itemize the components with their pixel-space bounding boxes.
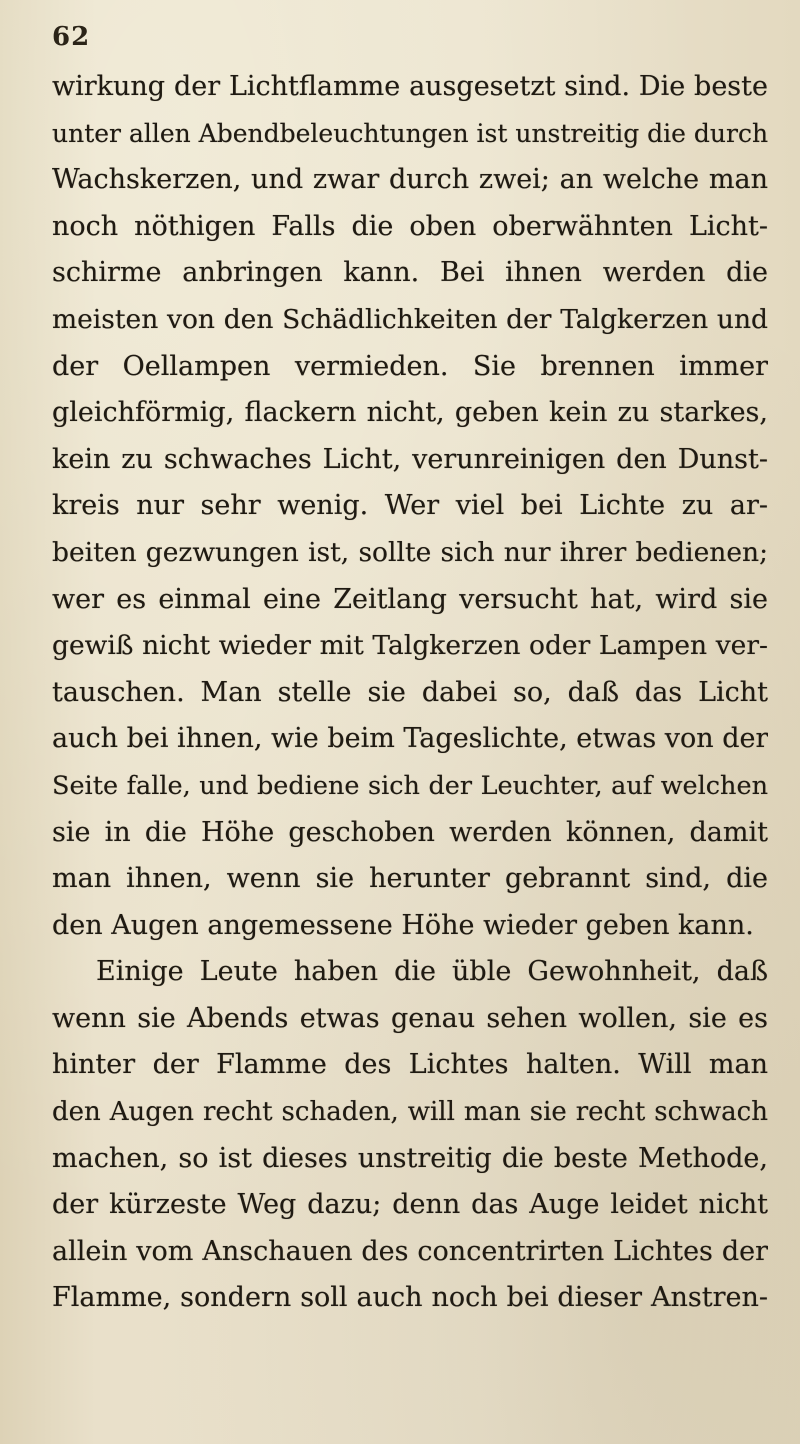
text-line: wenn sie Abends etwas genau sehen wollen, sie es	[52, 1002, 768, 1034]
text-line: auch bei ihnen, wie beim Tageslichte, etwas von der	[52, 723, 768, 755]
paragraph-2	[52, 949, 768, 1322]
text-line: wirkung der Lichtflamme ausgesetzt sind. Die beste	[52, 71, 768, 102]
text-line: gewiß nicht wieder mit Talgkerzen oder Lampen ver-	[52, 630, 768, 662]
paragraph-1	[52, 64, 768, 949]
text-line: gleichförmig, flackern nicht, geben kein zu starkes,	[52, 397, 768, 429]
page-number: 62	[52, 22, 91, 52]
text-line: kreis nur sehr wenig. Wer viel bei Lichte zu ar-	[52, 490, 768, 522]
text-line: Flamme, sondern soll auch noch bei dieser Anstren-	[52, 1282, 768, 1314]
text-line: man ihnen, wenn sie herunter gebrannt sind, die	[52, 863, 768, 895]
text-line: tauschen. Man stelle sie dabei so, daß das Licht	[52, 676, 768, 708]
text-line: der Oellampen vermieden. Sie brennen immer	[52, 350, 768, 382]
text-line: der kürzeste Weg dazu; denn das Auge leidet nicht	[52, 1189, 768, 1221]
text-line: Seite falle, und bediene sich der Leuchter, auf welchen	[52, 770, 768, 801]
body-text	[52, 64, 768, 1322]
text-line: beiten gezwungen ist, sollte sich nur ihrer bedienen;	[52, 536, 768, 568]
text-line: kein zu schwaches Licht, verunreinigen den Dunst-	[52, 443, 768, 475]
text-line: noch nöthigen Falls die oben oberwähnten Licht-	[52, 210, 768, 242]
text-line: unter allen Abendbeleuchtungen ist unstreitig die durch	[52, 118, 768, 148]
text-line: machen, so ist dieses unstreitig die beste Methode,	[52, 1142, 768, 1174]
text-line: den Augen recht schaden, will man sie recht schwach	[52, 1097, 768, 1128]
text-line: hinter der Flamme des Lichtes halten. Will man	[52, 1049, 768, 1081]
text-line: allein vom Anschauen des concentrirten Lichtes der	[52, 1235, 768, 1267]
text-line: wer es einmal eine Zeitlang versucht hat, wird sie	[52, 583, 768, 615]
text-line: Wachskerzen, und zwar durch zwei; an welche man	[52, 164, 768, 196]
text-line: schirme anbringen kann. Bei ihnen werden die	[52, 257, 768, 289]
text-line: Einige Leute haben die üble Gewohnheit, daß	[96, 956, 768, 988]
text-line: den Augen angemessene Höhe wieder geben kann.	[52, 909, 754, 941]
text-line: sie in die Höhe geschoben werden können, damit	[52, 816, 768, 848]
text-line: meisten von den Schädlichkeiten der Talgkerzen und	[52, 303, 768, 335]
